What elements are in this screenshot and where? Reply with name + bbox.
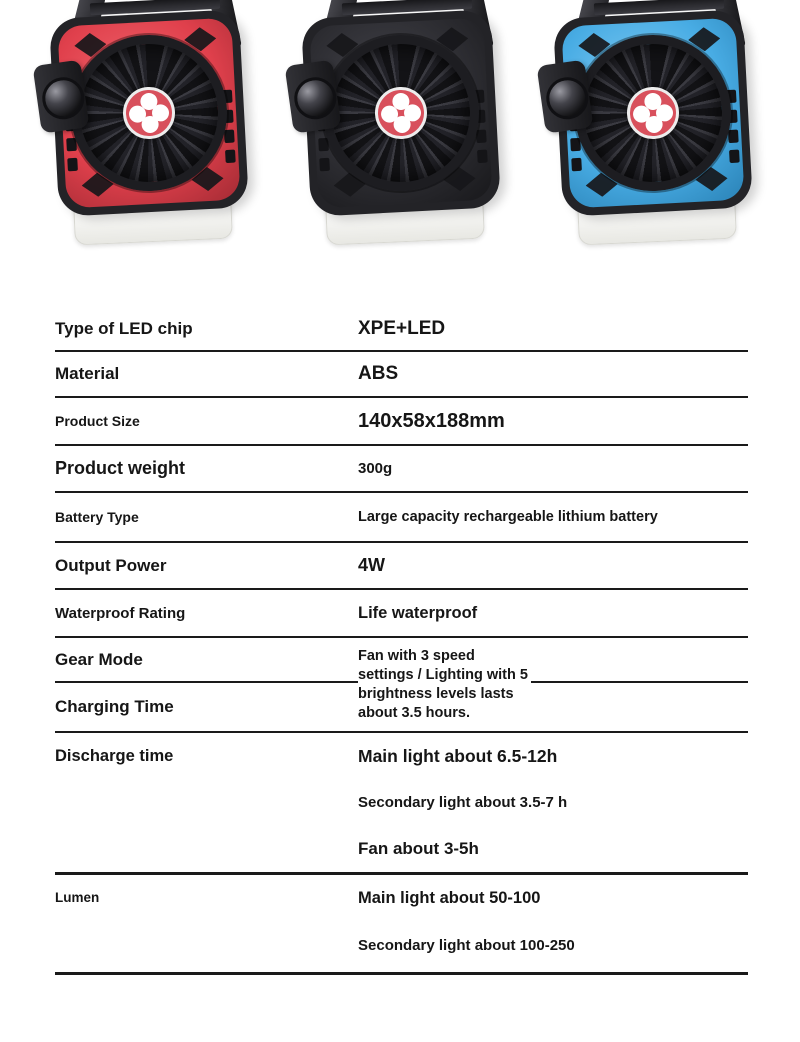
spec-value: ABS xyxy=(358,363,399,384)
spec-label: Waterproof Rating xyxy=(55,604,186,622)
product-image-red-fan xyxy=(28,0,268,244)
spec-label: Lumen xyxy=(55,890,100,905)
product-image-black-fan xyxy=(280,0,520,244)
spec-value-line: Fan with 3 speed xyxy=(358,647,478,666)
petal-icon xyxy=(381,105,399,123)
spec-label: Battery Type xyxy=(55,509,139,525)
spec-value-line: Secondary light about 100-250 xyxy=(358,937,575,954)
spec-row-discharge-time xyxy=(55,733,748,875)
fan-body xyxy=(553,9,753,217)
spec-value xyxy=(358,875,748,972)
spec-row-product-size xyxy=(55,398,748,446)
fan-hub-flower xyxy=(626,86,681,141)
spec-label: Material xyxy=(55,364,120,383)
spec-value xyxy=(358,733,748,872)
spec-value: 300g xyxy=(358,460,393,477)
fan-hub-flower xyxy=(122,86,177,141)
fan-hub-flower xyxy=(374,86,429,141)
fan-body xyxy=(301,9,501,217)
spec-value-line: Secondary light about 3.5-7 h xyxy=(358,793,568,811)
product-image-blue-fan xyxy=(532,0,772,244)
spec-row-battery-type xyxy=(55,493,748,543)
spec-value-line: Main light about 6.5-12h xyxy=(358,745,558,766)
spec-value-line: Fan about 3-5h xyxy=(358,838,479,858)
spec-row-led-chip xyxy=(55,308,748,352)
spec-row-waterproof-rating xyxy=(55,590,748,638)
spec-label: Output Power xyxy=(55,555,167,575)
spec-value: 140x58x188mm xyxy=(358,409,505,432)
spec-value: Life waterproof xyxy=(358,603,478,622)
flashlight-lens xyxy=(544,75,591,122)
spec-value: XPE+LED xyxy=(358,318,446,339)
flashlight-head xyxy=(285,60,342,134)
fan-body xyxy=(49,9,249,217)
spec-label: Charging Time xyxy=(55,697,174,716)
spec-value-line: brightness levels lasts xyxy=(358,685,517,704)
spec-row-lumen xyxy=(55,875,748,975)
product-images-strip xyxy=(0,0,800,250)
spec-value: 4W xyxy=(358,555,385,575)
spec-row-material xyxy=(55,352,748,398)
flashlight-lens xyxy=(292,75,339,122)
spec-label: Type of LED chip xyxy=(55,319,193,338)
petal-icon xyxy=(633,105,651,123)
spec-label: Product weight xyxy=(55,458,185,478)
spec-label: Discharge time xyxy=(55,747,174,765)
spec-label: Product Size xyxy=(55,413,140,429)
spec-table xyxy=(55,308,748,975)
flashlight-lens xyxy=(40,75,87,122)
spec-value-gear-charging xyxy=(358,647,531,723)
flashlight-head xyxy=(537,60,594,134)
flashlight-head xyxy=(33,60,90,134)
spec-value: Large capacity rechargeable lithium battery xyxy=(358,509,658,525)
spec-row-output-power xyxy=(55,543,748,590)
spec-value-line: Main light about 50-100 xyxy=(358,889,541,907)
spec-label: Gear Mode xyxy=(55,649,143,669)
spec-value-line: settings / Lighting with 5 xyxy=(358,666,531,685)
petal-icon xyxy=(129,105,147,123)
spec-value-line: about 3.5 hours. xyxy=(358,704,473,723)
spec-row-product-weight xyxy=(55,446,748,493)
